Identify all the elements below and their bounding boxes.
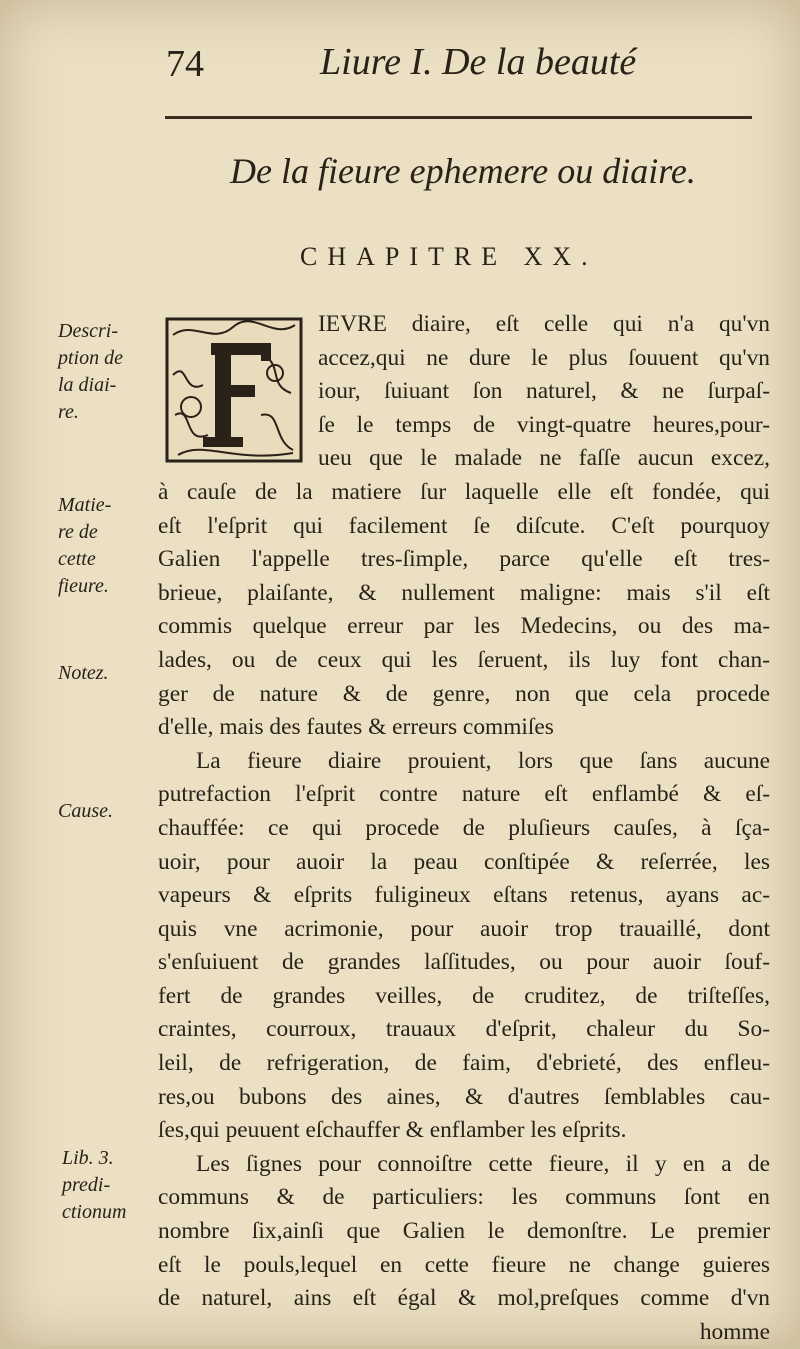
text-line: eſt le pouls,lequel en cette fieure ne change guieres bbox=[158, 1251, 770, 1278]
text-line: IEVRE diaire, eſt celle qui n'a qu'vn bbox=[318, 311, 770, 337]
text-line: ſes,qui peuuent eſchauffer & enflamber les eſprits. bbox=[158, 1117, 627, 1144]
text-line: ſe le temps de vingt-quatre heures,pour- bbox=[318, 411, 770, 438]
text-line: res,ou bubons des aines, & d'autres ſemblables cau- bbox=[158, 1083, 770, 1110]
text-line: d'elle, mais des fautes & erreurs commiſes bbox=[158, 714, 554, 741]
running-head: Liure I. De la beauté bbox=[320, 41, 637, 83]
text-line: de naturel, ains eſt égal & mol,preſques comme d'vn bbox=[158, 1285, 770, 1312]
page-header bbox=[160, 38, 770, 98]
margin-note-notez: Notez. bbox=[58, 662, 109, 684]
text-line: lades, ou de ceux qui les ſeruent, ils luy font chan- bbox=[158, 646, 770, 673]
text-line: nombre ſix,ainſi que Galien le demonſtre. Le premier bbox=[158, 1218, 770, 1245]
text-line: iour, ſuiuant ſon naturel, & ne ſurpaſ- bbox=[318, 378, 770, 405]
text-line: putrefaction l'eſprit contre nature eſt enflambé & eſ- bbox=[158, 781, 770, 808]
text-line: uoir, pour auoir la peau conſtipée & reſerrée, les bbox=[158, 848, 770, 875]
page-number: 74 bbox=[166, 43, 204, 85]
margin-note-reference: Lib. 3. predi- ctionum bbox=[62, 1147, 127, 1223]
text-line: La fieure diaire prouient, lors que ſans aucune bbox=[196, 747, 770, 774]
chapter-number: CHAPITRE XX. bbox=[300, 242, 598, 271]
text-line: accez,qui ne dure le plus ſouuent qu'vn bbox=[318, 344, 770, 371]
text-line: communs & de particuliers: les communs ſont en bbox=[158, 1184, 770, 1211]
text-line: ger de nature & de genre, non que cela procede bbox=[158, 680, 770, 707]
text-line: craintes, courroux, trauaux d'eſprit, chaleur du So- bbox=[158, 1016, 770, 1043]
catchword: homme bbox=[699, 1318, 770, 1345]
margin-note-description: Descri- ption de la diai- re. bbox=[58, 320, 123, 423]
body-text bbox=[158, 308, 770, 1349]
text-line: fert de grandes veilles, de cruditez, de triſteſſes, bbox=[158, 982, 770, 1009]
text-line: commis quelque erreur par les Medecins, ou des ma- bbox=[158, 613, 770, 640]
text-line: à cauſe de la matiere ſur laquelle elle eſt fondée, qui bbox=[158, 478, 770, 505]
margin-note-matter: Matie- re de cette fieure. bbox=[58, 494, 112, 597]
text-line: s'enſuiuent de grandes laſſitudes, ou pour auoir ſouf- bbox=[158, 949, 770, 976]
text-line: quis vne acrimonie, pour auoir trop trauaillé, dont bbox=[158, 915, 770, 942]
text-line: ueu que le malade ne faſſe aucun excez, bbox=[318, 445, 770, 472]
text-line: brieue, plaiſante, & nullement maligne: mais s'il eſt bbox=[158, 579, 770, 606]
chapter-title: De la fieure ephemere ou diaire. bbox=[230, 151, 696, 191]
text-line: Galien l'appelle tres-ſimple, parce qu'elle eſt tres- bbox=[158, 546, 770, 573]
header-rule bbox=[165, 116, 752, 119]
text-line: leil, de refrigeration, de faim, d'ebrieté, des enfleu- bbox=[158, 1050, 770, 1077]
margin-note-cause: Cause. bbox=[58, 800, 113, 822]
text-line: vapeurs & eſprits fuligineux eſtans retenus, ayans ac- bbox=[158, 882, 770, 909]
text-line: eſt l'eſprit qui facilement ſe diſcute. C'eſt pourquoy bbox=[158, 512, 770, 539]
text-line: Les ſignes pour connoiſtre cette fieure, il y en a de bbox=[196, 1150, 770, 1177]
text-line: chauffée: ce qui procede de pluſieurs cauſes, à ſça- bbox=[158, 814, 770, 841]
